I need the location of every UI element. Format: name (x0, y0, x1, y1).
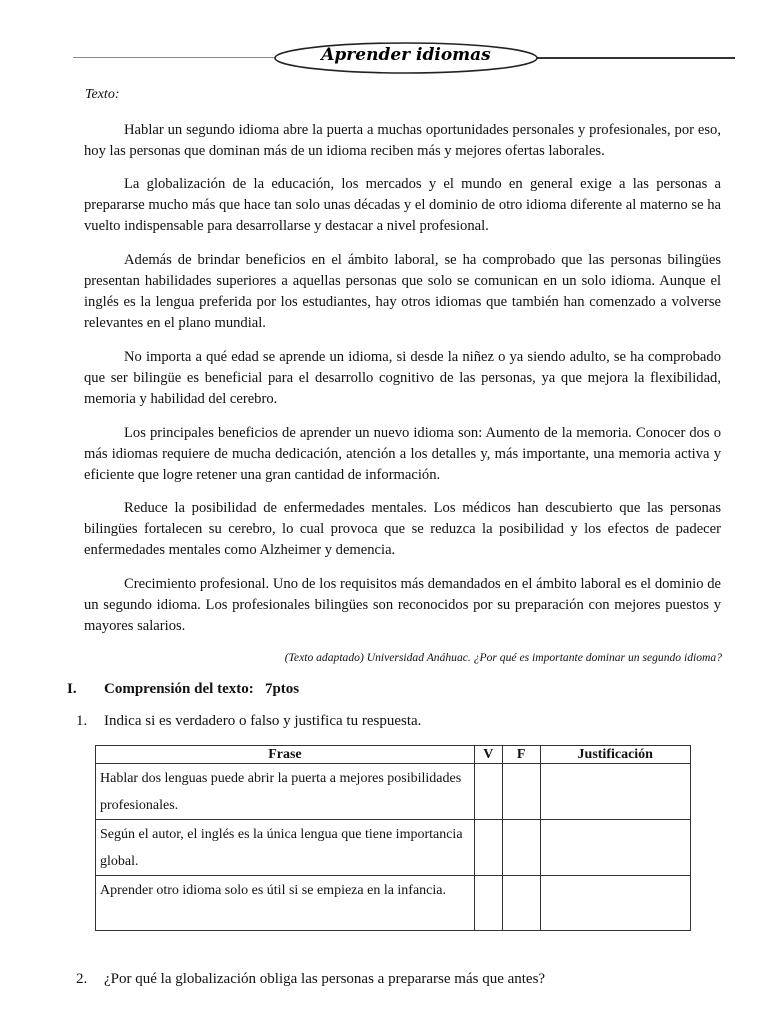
title-rule-right (535, 57, 735, 59)
text-label: Texto: (85, 87, 120, 102)
header-frase: Frase (96, 746, 475, 764)
question-1-text: Indica si es verdadero o falso y justifica tu respuesta. (104, 713, 422, 729)
paragraph-2: La globalización de la educación, los mercados y el mundo en general exige a las personas a prepararse mucho más que hace tan solo unas décadas y el dominio de otro idioma diferente al materno se ha vuelto indispensable para desarrollarse y destacar a nivel profesional. (84, 176, 721, 234)
page-title: Aprender idiomas (321, 45, 491, 65)
title-banner (272, 40, 540, 76)
table-row (96, 764, 691, 820)
table-row (96, 820, 691, 876)
header-v: V (474, 746, 502, 764)
section-title: Comprensión del texto: 7ptos (104, 681, 300, 697)
header-f: F (502, 746, 540, 764)
v-cell[interactable] (474, 764, 502, 820)
frase-cell: Según el autor, el inglés es la única lengua que tiene importancia global. (96, 820, 475, 876)
f-cell[interactable] (502, 764, 540, 820)
paragraph-6: Reduce la posibilidad de enfermedades mentales. Los médicos han descubierto que las personas bilingües fortalecen su cerebro, lo cual provoca que se reduzca la posibilidad y los efectos de padecer enfermedades mentales como Alzheimer y demencia. (84, 500, 721, 558)
title-rule-left (73, 57, 278, 58)
paragraph-1: Hablar un segundo idioma abre la puerta a muchas oportunidades personales y profesionales, por eso, hoy las personas que dominan más de un idioma reciben más y mejores ofertas laborales. (84, 122, 721, 159)
justificacion-cell[interactable] (540, 820, 690, 876)
f-cell[interactable] (502, 876, 540, 931)
table-header-row (96, 746, 691, 764)
question-1-number: 1. (76, 713, 88, 729)
paragraph-4: No importa a qué edad se aprende un idioma, si desde la niñez o ya siendo adulto, se ha comprobado que ser bilingüe es beneficial para el desarrollo cognitivo de las personas, ya que mejora la flexibilidad, memoria y habilidad del cerebro. (84, 349, 721, 407)
f-cell[interactable] (502, 820, 540, 876)
question-2-number: 2. (76, 971, 88, 987)
frase-cell: Hablar dos lenguas puede abrir la puerta a mejores posibilidades profesionales. (96, 764, 475, 820)
true-false-table (95, 745, 691, 931)
frase-cell: Aprender otro idioma solo es útil si se empieza en la infancia. (96, 876, 475, 931)
paragraph-5: Los principales beneficios de aprender un nuevo idioma son: Aumento de la memoria. Conocer dos o más idiomas requiere de mucha dedicación, atención a los detalles y, más importante, una memoria activa y eficiente que logre retener una gran cantidad de información. (84, 425, 721, 483)
question-2-text: ¿Por qué la globalización obliga las personas a prepararse más que antes? (104, 971, 546, 987)
v-cell[interactable] (474, 876, 502, 931)
paragraph-3: Además de brindar beneficios en el ámbito laboral, se ha comprobado que las personas bilingües presentan habilidades superiores a aquellas personas que solo se comunican en un solo idioma. Aunque el inglés es la lengua preferida por los estudiantes, hay otros idiomas que también han comenzado a volverse relevantes en el plano mundial. (84, 252, 721, 331)
section-number: I. (67, 681, 77, 697)
justificacion-cell[interactable] (540, 876, 690, 931)
source-citation: (Texto adaptado) Universidad Anáhuac. ¿Por qué es importante dominar un segundo idioma? (284, 651, 722, 664)
table-row (96, 876, 691, 931)
justificacion-cell[interactable] (540, 764, 690, 820)
header-justificacion: Justificación (540, 746, 690, 764)
v-cell[interactable] (474, 820, 502, 876)
paragraph-7: Crecimiento profesional. Uno de los requisitos más demandados en el ámbito laboral es el dominio de un segundo idioma. Los profesionales bilingües son reconocidos por su preparación con mejores puestos y mayores salarios. (84, 576, 721, 634)
